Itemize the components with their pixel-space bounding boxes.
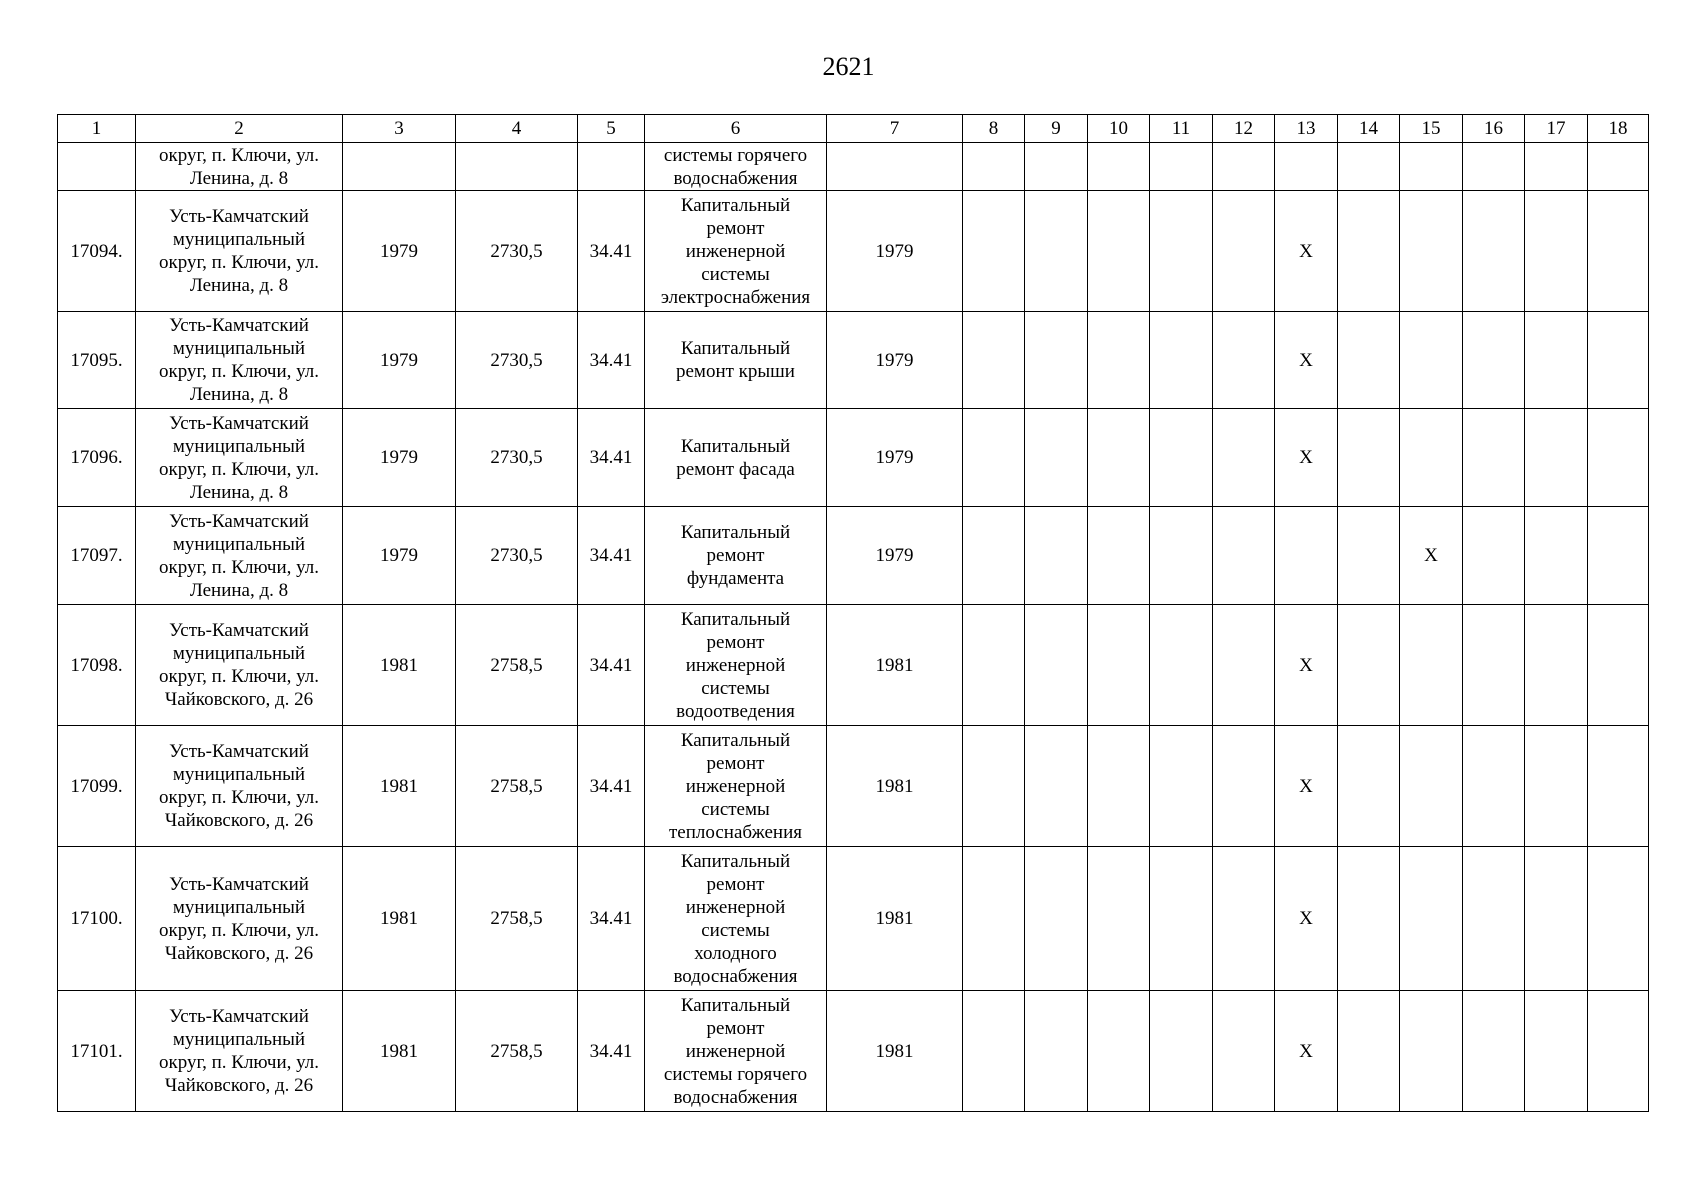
period-cell-14 [1338, 847, 1400, 991]
period-cell-14 [1338, 143, 1400, 191]
column-header-6: 6 [645, 115, 827, 143]
period-cell-12 [1213, 726, 1275, 847]
period-cell-10 [1088, 143, 1150, 191]
period-cell-8 [963, 312, 1025, 409]
work-type-cell-line: водоснабжения [673, 965, 798, 987]
work-type-cell-line: ремонт [706, 217, 765, 239]
work-type-cell [645, 507, 827, 605]
address-cell-line: муниципальный [172, 764, 306, 785]
year-built-cell: 1981 [343, 847, 456, 991]
period-cell-17 [1525, 191, 1588, 312]
period-cell-16 [1463, 143, 1525, 191]
year-cell: 1979 [827, 409, 963, 507]
work-type-cell-line: ремонт [706, 545, 765, 566]
area-cell: 2730,5 [456, 312, 578, 409]
work-type-cell-line: Капитальный [680, 435, 791, 457]
address-cell-line: округ, п. Ключи, ул. [158, 666, 320, 687]
work-type-cell [645, 605, 827, 726]
period-cell-12 [1213, 191, 1275, 312]
year-cell [827, 143, 963, 191]
column-number-header-row [58, 115, 1649, 143]
period-cell-16 [1463, 605, 1525, 726]
period-cell-17 [1525, 507, 1588, 605]
period-cell-17 [1525, 312, 1588, 409]
address-cell-line: округ, п. Ключи, ул. [158, 252, 320, 273]
record-number-cell: 17101. [58, 991, 136, 1112]
period-cell-15 [1400, 143, 1463, 191]
work-type-cell-line: системы горячего [663, 1063, 808, 1085]
column-header-2: 2 [136, 115, 343, 143]
period-cell-12 [1213, 605, 1275, 726]
period-cell-11 [1150, 991, 1213, 1112]
table-row [58, 605, 1649, 726]
address-cell [136, 726, 343, 847]
area-cell: 2730,5 [456, 191, 578, 312]
period-cell-8 [963, 507, 1025, 605]
work-type-cell-line: водоснабжения [673, 167, 798, 189]
address-cell-line: округ, п. Ключи, ул. [158, 1052, 320, 1073]
period-cell-10 [1088, 991, 1150, 1112]
work-type-cell-line: ремонт фасада [676, 458, 795, 480]
period-cell-9 [1025, 143, 1088, 191]
column-header-12: 12 [1213, 115, 1275, 143]
period-cell-14 [1338, 726, 1400, 847]
period-cell-17 [1525, 991, 1588, 1112]
period-cell-14 [1338, 605, 1400, 726]
work-type-cell [645, 143, 827, 191]
period-cell-8 [963, 726, 1025, 847]
period-cell-10 [1088, 409, 1150, 507]
period-cell-14 [1338, 409, 1400, 507]
table-body [58, 143, 1649, 1112]
period-cell-16 [1463, 847, 1525, 991]
area-cell: 2730,5 [456, 409, 578, 507]
table-row [58, 726, 1649, 847]
year-cell: 1981 [827, 726, 963, 847]
period-cell-11 [1150, 191, 1213, 312]
period-cell-18 [1588, 847, 1649, 991]
address-cell-line: муниципальный [172, 643, 306, 664]
period-cell-18 [1588, 143, 1649, 191]
record-number-cell: 17098. [58, 605, 136, 726]
year-built-cell [343, 143, 456, 191]
area-cell [456, 143, 578, 191]
record-number-cell: 17096. [58, 409, 136, 507]
address-cell-line: Чайковского, д. 26 [164, 942, 314, 964]
period-cell-15-mark: X [1400, 507, 1463, 605]
period-cell-15 [1400, 726, 1463, 847]
year-cell: 1979 [827, 191, 963, 312]
code-cell [578, 143, 645, 191]
period-cell-18 [1588, 409, 1649, 507]
address-cell-line: муниципальный [172, 533, 306, 555]
period-cell-9 [1025, 507, 1088, 605]
table-row [58, 143, 1649, 191]
address-cell-line: муниципальный [172, 229, 306, 250]
address-cell-line: Усть-Камчатский [169, 315, 309, 336]
table-row [58, 507, 1649, 605]
work-type-cell [645, 726, 827, 847]
code-cell: 34.41 [578, 991, 645, 1112]
period-cell-10 [1088, 605, 1150, 726]
address-cell-line: округ, п. Ключи, ул. [158, 144, 320, 166]
record-number-cell: 17099. [58, 726, 136, 847]
work-type-cell-line: инженерной [685, 775, 786, 797]
period-cell-8 [963, 143, 1025, 191]
work-type-cell-line: системы [701, 263, 770, 285]
period-cell-11 [1150, 847, 1213, 991]
column-header-14: 14 [1338, 115, 1400, 143]
period-cell-8 [963, 409, 1025, 507]
period-cell-18 [1588, 312, 1649, 409]
period-cell-13-mark: X [1275, 847, 1338, 991]
code-cell: 34.41 [578, 726, 645, 847]
work-type-cell [645, 991, 827, 1112]
period-cell-18 [1588, 507, 1649, 605]
column-header-18: 18 [1588, 115, 1649, 143]
period-cell-15 [1400, 991, 1463, 1112]
column-header-1: 1 [58, 115, 136, 143]
period-cell-13 [1275, 143, 1338, 191]
work-type-cell-line: инженерной [685, 654, 786, 676]
address-cell-line: Усть-Камчатский [169, 206, 309, 227]
code-cell: 34.41 [578, 847, 645, 991]
period-cell-15 [1400, 191, 1463, 312]
year-built-cell: 1979 [343, 312, 456, 409]
period-cell-9 [1025, 991, 1088, 1112]
period-cell-18 [1588, 191, 1649, 312]
address-cell-line: Усть-Камчатский [169, 510, 309, 532]
period-cell-12 [1213, 847, 1275, 991]
period-cell-9 [1025, 847, 1088, 991]
work-type-cell-line: Капитальный [680, 729, 791, 751]
work-type-cell-line: системы [701, 677, 770, 699]
period-cell-14 [1338, 191, 1400, 312]
period-cell-11 [1150, 507, 1213, 605]
work-type-cell-line: системы [701, 798, 770, 820]
table-row [58, 191, 1649, 312]
period-cell-17 [1525, 847, 1588, 991]
period-cell-12 [1213, 143, 1275, 191]
year-built-cell: 1979 [343, 409, 456, 507]
period-cell-16 [1463, 726, 1525, 847]
address-cell [136, 507, 343, 605]
address-cell-line: Ленина, д. 8 [189, 275, 289, 296]
address-cell [136, 191, 343, 312]
address-cell-line: Усть-Камчатский [169, 412, 309, 434]
area-cell: 2758,5 [456, 847, 578, 991]
record-number-cell: 17100. [58, 847, 136, 991]
table-row [58, 312, 1649, 409]
record-number-cell: 17095. [58, 312, 136, 409]
work-type-cell-line: Капитальный [680, 994, 791, 1016]
column-header-10: 10 [1088, 115, 1150, 143]
address-cell [136, 847, 343, 991]
year-built-cell: 1979 [343, 507, 456, 605]
address-cell-line: Усть-Камчатский [169, 873, 309, 895]
address-cell-line: Ленина, д. 8 [189, 579, 289, 601]
year-built-cell: 1981 [343, 605, 456, 726]
work-type-cell-line: ремонт крыши [676, 361, 795, 382]
work-type-cell-line: инженерной [685, 240, 786, 262]
period-cell-16 [1463, 312, 1525, 409]
code-cell: 34.41 [578, 605, 645, 726]
work-type-cell-line: водоснабжения [673, 1086, 798, 1108]
period-cell-15 [1400, 312, 1463, 409]
work-type-cell-line: системы горячего [663, 144, 808, 166]
work-type-cell-line: ремонт [706, 873, 765, 895]
work-type-cell-line: Капитальный [680, 522, 791, 543]
address-cell-line: Усть-Камчатский [169, 741, 309, 762]
period-cell-10 [1088, 507, 1150, 605]
period-cell-9 [1025, 726, 1088, 847]
period-cell-11 [1150, 143, 1213, 191]
period-cell-11 [1150, 605, 1213, 726]
address-cell-line: Чайковского, д. 26 [164, 689, 314, 710]
work-type-cell-line: Капитальный [680, 338, 791, 359]
year-built-cell: 1979 [343, 191, 456, 312]
period-cell-17 [1525, 143, 1588, 191]
period-cell-14 [1338, 312, 1400, 409]
year-cell: 1979 [827, 507, 963, 605]
address-cell-line: Ленина, д. 8 [189, 167, 289, 189]
record-number-cell: 17094. [58, 191, 136, 312]
year-cell: 1981 [827, 991, 963, 1112]
period-cell-10 [1088, 847, 1150, 991]
period-cell-17 [1525, 409, 1588, 507]
period-cell-13-mark: X [1275, 726, 1338, 847]
work-type-cell [645, 312, 827, 409]
year-built-cell: 1981 [343, 991, 456, 1112]
work-type-cell-line: электроснабжения [660, 286, 811, 308]
code-cell: 34.41 [578, 312, 645, 409]
address-cell-line: муниципальный [172, 338, 306, 359]
period-cell-14 [1338, 991, 1400, 1112]
period-cell-8 [963, 605, 1025, 726]
area-cell: 2758,5 [456, 726, 578, 847]
record-number-cell [58, 143, 136, 191]
code-cell: 34.41 [578, 507, 645, 605]
record-number-cell: 17097. [58, 507, 136, 605]
work-type-cell-line: фундамента [686, 568, 785, 589]
address-cell [136, 409, 343, 507]
work-type-cell-line: ремонт [706, 1017, 765, 1039]
period-cell-13-mark: X [1275, 409, 1338, 507]
period-cell-11 [1150, 409, 1213, 507]
period-cell-16 [1463, 507, 1525, 605]
work-type-cell [645, 191, 827, 312]
address-cell-line: округ, п. Ключи, ул. [158, 919, 320, 941]
repair-schedule-table [57, 114, 1649, 1112]
table-row [58, 409, 1649, 507]
address-cell [136, 991, 343, 1112]
column-header-5: 5 [578, 115, 645, 143]
code-cell: 34.41 [578, 191, 645, 312]
column-header-15: 15 [1400, 115, 1463, 143]
table-row [58, 991, 1649, 1112]
period-cell-10 [1088, 726, 1150, 847]
address-cell-line: муниципальный [172, 896, 306, 918]
column-header-17: 17 [1525, 115, 1588, 143]
period-cell-9 [1025, 409, 1088, 507]
work-type-cell-line: ремонт [706, 631, 765, 653]
period-cell-16 [1463, 191, 1525, 312]
address-cell-line: округ, п. Ключи, ул. [158, 361, 320, 382]
address-cell-line: Чайковского, д. 26 [164, 1075, 314, 1096]
period-cell-9 [1025, 605, 1088, 726]
work-type-cell-line: Капитальный [680, 608, 791, 630]
period-cell-13-mark: X [1275, 191, 1338, 312]
period-cell-10 [1088, 312, 1150, 409]
period-cell-18 [1588, 605, 1649, 726]
work-type-cell [645, 847, 827, 991]
period-cell-12 [1213, 507, 1275, 605]
address-cell [136, 312, 343, 409]
area-cell: 2730,5 [456, 507, 578, 605]
column-header-13: 13 [1275, 115, 1338, 143]
period-cell-16 [1463, 991, 1525, 1112]
column-header-8: 8 [963, 115, 1025, 143]
period-cell-8 [963, 847, 1025, 991]
address-cell-line: Ленина, д. 8 [189, 481, 289, 503]
period-cell-13-mark: X [1275, 312, 1338, 409]
period-cell-18 [1588, 991, 1649, 1112]
period-cell-16 [1463, 409, 1525, 507]
work-type-cell-line: инженерной [685, 1040, 786, 1062]
address-cell [136, 143, 343, 191]
work-type-cell [645, 409, 827, 507]
period-cell-15 [1400, 409, 1463, 507]
column-header-11: 11 [1150, 115, 1213, 143]
page-number: 2621 [822, 52, 875, 81]
period-cell-13-mark: X [1275, 991, 1338, 1112]
address-cell-line: муниципальный [172, 435, 306, 457]
work-type-cell-line: Капитальный [680, 850, 791, 872]
work-type-cell-line: системы [701, 919, 770, 941]
area-cell: 2758,5 [456, 991, 578, 1112]
area-cell: 2758,5 [456, 605, 578, 726]
period-cell-12 [1213, 312, 1275, 409]
period-cell-11 [1150, 726, 1213, 847]
period-cell-9 [1025, 191, 1088, 312]
address-cell-line: муниципальный [172, 1029, 306, 1050]
address-cell-line: Усть-Камчатский [169, 1006, 309, 1027]
period-cell-8 [963, 991, 1025, 1112]
column-header-9: 9 [1025, 115, 1088, 143]
period-cell-10 [1088, 191, 1150, 312]
period-cell-12 [1213, 409, 1275, 507]
work-type-cell-line: ремонт [706, 752, 765, 774]
period-cell-11 [1150, 312, 1213, 409]
address-cell-line: Усть-Камчатский [169, 620, 309, 641]
column-header-4: 4 [456, 115, 578, 143]
work-type-cell-line: инженерной [685, 896, 786, 918]
address-cell-line: округ, п. Ключи, ул. [158, 458, 320, 480]
work-type-cell-line: Капитальный [680, 194, 791, 216]
year-cell: 1981 [827, 605, 963, 726]
period-cell-17 [1525, 605, 1588, 726]
year-cell: 1979 [827, 312, 963, 409]
period-cell-8 [963, 191, 1025, 312]
work-type-cell-line: водоотведения [676, 700, 795, 722]
address-cell [136, 605, 343, 726]
period-cell-13-mark: X [1275, 605, 1338, 726]
address-cell-line: Ленина, д. 8 [189, 384, 289, 405]
address-cell-line: Чайковского, д. 26 [164, 810, 314, 831]
period-cell-12 [1213, 991, 1275, 1112]
period-cell-15 [1400, 605, 1463, 726]
period-cell-9 [1025, 312, 1088, 409]
work-type-cell-line: теплоснабжения [669, 821, 802, 843]
year-cell: 1981 [827, 847, 963, 991]
period-cell-15 [1400, 847, 1463, 991]
period-cell-13 [1275, 507, 1338, 605]
period-cell-14 [1338, 507, 1400, 605]
column-header-3: 3 [343, 115, 456, 143]
column-header-7: 7 [827, 115, 963, 143]
address-cell-line: округ, п. Ключи, ул. [158, 556, 320, 578]
address-cell-line: округ, п. Ключи, ул. [158, 787, 320, 808]
period-cell-17 [1525, 726, 1588, 847]
table-row [58, 847, 1649, 991]
column-header-16: 16 [1463, 115, 1525, 143]
work-type-cell-line: холодного [694, 942, 777, 964]
code-cell: 34.41 [578, 409, 645, 507]
period-cell-18 [1588, 726, 1649, 847]
year-built-cell: 1981 [343, 726, 456, 847]
